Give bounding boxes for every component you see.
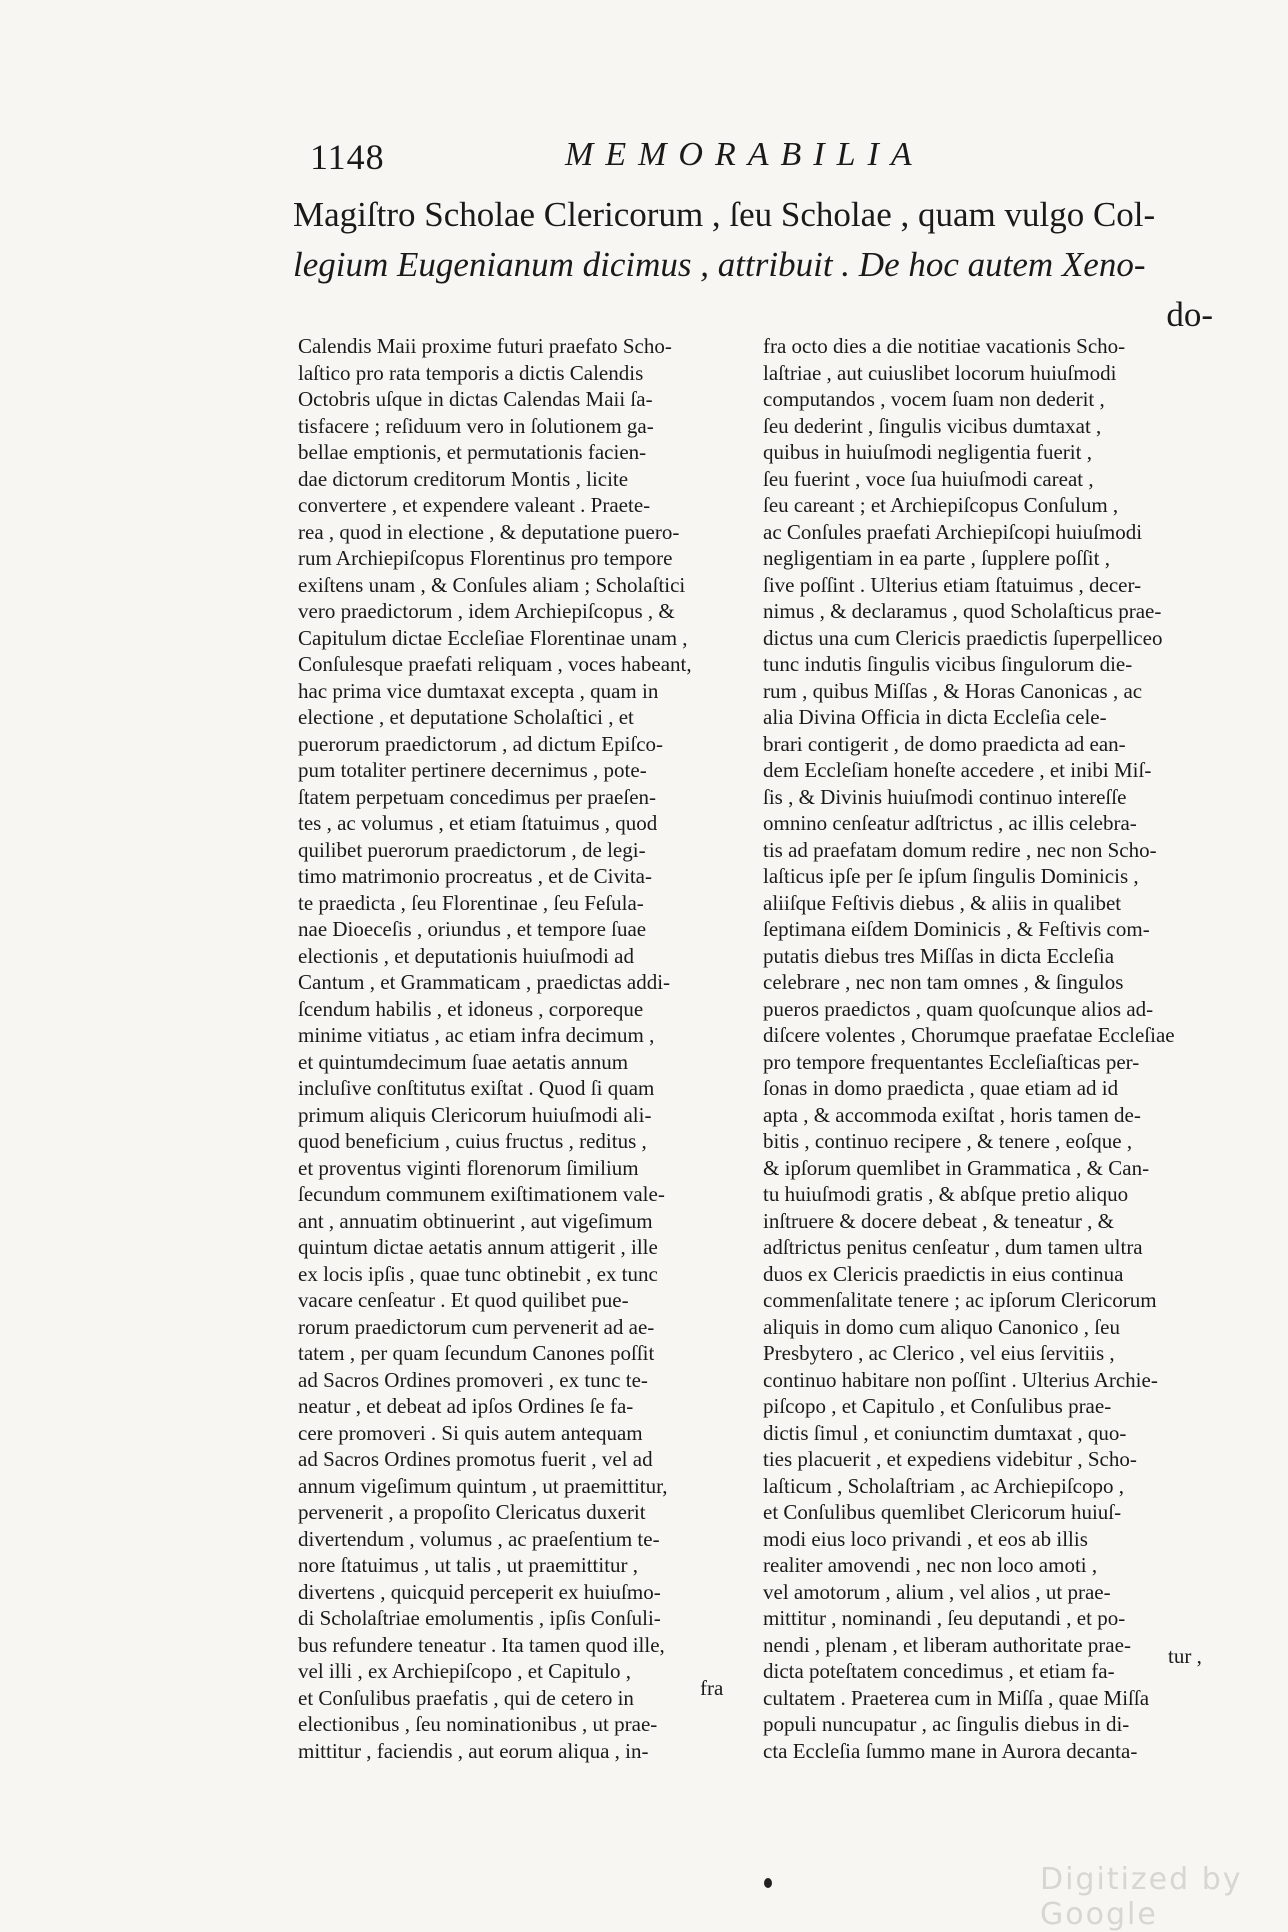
text-line: Conſulesque praefati reliquam , voces habeant, xyxy=(298,652,692,676)
text-line: laſtico pro rata temporis a dictis Calendis xyxy=(298,360,644,385)
digitization-watermark: Digitized by Google xyxy=(1040,1862,1243,1932)
text-line: ſeu dederint , ſingulis vicibus dumtaxat , xyxy=(763,413,1102,438)
left-column xyxy=(298,333,753,1764)
text-line: omnino cenſeatur adſtrictus , ac illis celebra- xyxy=(763,811,1137,835)
text-line: annum vigeſimum quintum , ut praemittitur, xyxy=(298,1473,668,1498)
text-line: duos ex Clericis praedictis in eius continua xyxy=(763,1261,1124,1286)
text-line: pro tempore frequentantes Eccleſiaſticas per- xyxy=(763,1049,1140,1074)
text-line: tisfacere ; reſiduum vero in ſolutionem ga- xyxy=(298,413,654,438)
text-line: ad Sacros Ordines promotus fuerit , vel ad xyxy=(298,1447,653,1471)
text-line: tes , ac volumus , et etiam ſtatuimus , quod xyxy=(298,811,658,835)
text-line: quibus in huiuſmodi negligentia fuerit , xyxy=(763,440,1092,464)
text-line: ſis , & Divinis huiuſmodi continuo intereſſe xyxy=(763,784,1127,809)
text-line: Cantum , et Grammaticam , praedictas addi- xyxy=(298,970,671,994)
text-line: pum totaliter pertinere decernimus , pote- xyxy=(298,758,647,782)
two-column-body xyxy=(298,333,1218,1763)
text-line: quod beneficium , cuius fructus , reditus , xyxy=(298,1129,647,1153)
intro-paragraph xyxy=(293,190,1213,340)
text-line: et proventus viginti florenorum ſimilium xyxy=(298,1155,639,1180)
text-line: tunc indutis ſingulis vicibus ſingulorum die- xyxy=(763,652,1133,676)
text-line: Capitulum dictae Eccleſiae Florentinae unam , xyxy=(298,625,688,650)
text-line: alia Divina Officia in dicta Eccleſia cele- xyxy=(763,705,1107,729)
text-line: divertens , quicquid perceperit ex huiuſmo- xyxy=(298,1579,661,1604)
text-line: aliiſque Feſtivis diebus , & aliis in qualibet xyxy=(763,890,1122,915)
text-line: vel illi , ex Archiepiſcopo , et Capitulo , xyxy=(298,1659,632,1683)
text-line: ſecundum communem exiſtimationem vale- xyxy=(298,1182,665,1206)
text-line: ſcendum habilis , et idoneus , corporeque xyxy=(298,996,644,1021)
text-line: Presbytero , ac Clerico , vel eius ſervitiis , xyxy=(763,1341,1115,1365)
text-line: apta , & accommoda exiſtat , horis tamen de- xyxy=(763,1102,1141,1127)
text-line: exiſtens unam , & Conſules aliam ; Scholaſtici xyxy=(298,572,686,597)
text-line: dae dictorum creditorum Montis , licite xyxy=(298,466,629,491)
text-line: ſeu fuerint , voce ſua huiuſmodi careat , xyxy=(763,466,1094,491)
text-line: dictus una cum Clericis praedictis ſuperpelliceo xyxy=(763,625,1163,650)
text-line: ſive poſſint . Ulterius etiam ſtatuimus , decer- xyxy=(763,572,1142,597)
text-line: populi nuncupatur , ac ſingulis diebus in di- xyxy=(763,1712,1130,1736)
text-line: tis ad praefatam domum redire , nec non Scho- xyxy=(763,837,1157,862)
text-line: mittitur , faciendis , aut eorum aliqua , in- xyxy=(298,1738,649,1763)
text-line: continuo habitare non poſſint . Ulterius Archie- xyxy=(763,1367,1158,1392)
text-line: rum , quibus Miſſas , & Horas Canonicas , ac xyxy=(763,678,1143,703)
text-line: pervenerit , a propoſito Clericatus duxerit xyxy=(298,1500,646,1524)
text-line: ſonas in domo praedicta , quae etiam ad id xyxy=(763,1076,1119,1100)
intro-line: legium Eugenianum dicimus , attribuit . De hoc autem Xeno- xyxy=(293,245,1146,284)
text-line: te praedicta , ſeu Florentinae , ſeu Feſula- xyxy=(298,890,644,915)
text-line: Octobris uſque in dictas Calendas Maii ſa- xyxy=(298,387,653,411)
text-line: vacare cenſeatur . Et quod quilibet pue- xyxy=(298,1288,629,1312)
text-line: electionibus , ſeu nominationibus , ut prae- xyxy=(298,1712,658,1736)
text-line: nae Dioeceſis , oriundus , et tempore ſuae xyxy=(298,917,647,941)
text-line: & ipſorum quemlibet in Grammatica , & Can- xyxy=(763,1155,1150,1180)
text-line: et Conſulibus praefatis , qui de cetero in xyxy=(298,1685,634,1710)
text-line: dictis ſimul , et coniunctim dumtaxat , quo- xyxy=(763,1420,1127,1445)
text-line: laſtriae , aut cuiuslibet locorum huiuſmodi xyxy=(763,360,1117,385)
text-line: putatis diebus tres Miſſas in dicta Eccleſia xyxy=(763,943,1115,968)
text-line: negligentiam in ea parte , ſupplere poſſit , xyxy=(763,546,1110,570)
text-line: timo matrimonio procreatus , et de Civita- xyxy=(298,864,652,888)
text-line: inſtruere & docere debeat , & teneatur , & xyxy=(763,1208,1115,1233)
text-line: hac prima vice dumtaxat excepta , quam in xyxy=(298,678,659,703)
text-line: cere promoveri . Si quis autem antequam xyxy=(298,1420,643,1445)
text-line: electionis , et deputationis huiuſmodi ad xyxy=(298,943,634,968)
text-line: laſticus ipſe per ſe ipſum ſingulis Dominicis , xyxy=(763,864,1139,888)
text-line: cultatem . Praeterea cum in Miſſa , quae Miſſa xyxy=(763,1685,1150,1710)
text-line: vero praedictorum , idem Archiepiſcopus , & xyxy=(298,599,675,623)
text-line: rea , quod in electione , & deputatione puero- xyxy=(298,519,680,544)
text-line: mittitur , nominandi , ſeu deputandi , et po- xyxy=(763,1606,1126,1630)
text-line: nimus , & declaramus , quod Scholaſticus prae- xyxy=(763,599,1162,623)
text-line: nore ſtatuimus , ut talis , ut praemittitur , xyxy=(298,1553,639,1577)
text-line: commenſalitate tenere ; ac ipſorum Clericorum xyxy=(763,1288,1157,1312)
text-line: ſeu careant ; et Archiepiſcopus Conſulum , xyxy=(763,493,1119,517)
text-line: primum aliquis Clericorum huiuſmodi ali- xyxy=(298,1102,652,1127)
text-line: electione , et deputatione Scholaſtici , et xyxy=(298,705,634,729)
text-line: realiter amovendi , nec non loco amoti , xyxy=(763,1553,1098,1577)
text-line: neatur , et debeat ad ipſos Ordines ſe fa- xyxy=(298,1394,634,1418)
text-line: bitis , continuo recipere , & tenere , eoſque , xyxy=(763,1129,1133,1153)
text-line: di Scholaſtriae emolumentis , ipſis Conſuli- xyxy=(298,1606,661,1630)
text-line: pueros praedictos , quam quoſcunque alios ad- xyxy=(763,996,1154,1021)
text-line: vel amotorum , alium , vel alios , ut prae- xyxy=(763,1579,1111,1604)
text-line: divertendum , volumus , ac praeſentium te- xyxy=(298,1526,660,1551)
text-line: quintum dictae aetatis annum attigerit , ille xyxy=(298,1235,658,1259)
text-line: Calendis Maii proxime futuri praefato Scho- xyxy=(298,334,672,358)
text-line: piſcopo , et Capitulo , et Conſulibus prae- xyxy=(763,1394,1112,1418)
text-line: nendi , plenam , et liberam authoritate prae- xyxy=(763,1632,1131,1657)
text-line: ſtatem perpetuam concedimus per praeſen- xyxy=(298,784,657,809)
running-head: MEMORABILIA xyxy=(565,136,924,173)
text-line: modi eius loco privandi , et eos ab illis xyxy=(763,1526,1088,1551)
text-line: adſtrictus penitus cenſeatur , dum tamen ultra xyxy=(763,1235,1143,1259)
intro-line: Magiſtro Scholae Clericorum , ſeu Scholae , quam vulgo Col- xyxy=(293,195,1156,234)
text-line: ex locis ipſis , quae tunc obtinebit , ex tunc xyxy=(298,1261,658,1286)
text-line: ad Sacros Ordines promoveri , ex tunc te- xyxy=(298,1367,648,1392)
page-number: 1148 xyxy=(310,137,385,177)
text-line: dem Eccleſiam honeſte accedere , et inibi Miſ- xyxy=(763,758,1152,782)
text-line: diſcere volentes , Chorumque praefatae Eccleſiae xyxy=(763,1023,1175,1047)
text-line: et quintumdecimum ſuae aetatis annum xyxy=(298,1049,629,1074)
right-catchword: tur , xyxy=(1168,1644,1202,1668)
text-line: rorum praedictorum cum pervenerit ad ae- xyxy=(298,1314,655,1339)
text-line: celebrare , nec non tam omnes , & ſingulos xyxy=(763,970,1124,994)
right-column xyxy=(763,333,1218,1764)
ink-mark xyxy=(764,1878,772,1888)
text-line: et Conſulibus quemlibet Clericorum huiuſ- xyxy=(763,1500,1122,1524)
text-line: ac Conſules praefati Archiepiſcopi huiuſmodi xyxy=(763,519,1143,544)
text-line: computandos , vocem ſuam non dederit , xyxy=(763,387,1105,411)
page-header xyxy=(310,136,1210,186)
text-line: brari contigerit , de domo praedicta ad ean- xyxy=(763,731,1126,756)
text-line: rum Archiepiſcopus Florentinus pro tempore xyxy=(298,546,673,570)
text-line: bellae emptionis, et permutationis facien- xyxy=(298,440,647,464)
text-line: laſticum , Scholaſtriam , ac Archiepiſcopo , xyxy=(763,1473,1124,1498)
text-line: ſeptimana eiſdem Dominicis , & Feſtivis com- xyxy=(763,917,1150,941)
text-line: tu huiuſmodi gratis , & abſque pretio aliquo xyxy=(763,1182,1129,1206)
text-line: ties placuerit , et expediens videbitur , Scho- xyxy=(763,1447,1137,1471)
text-line: convertere , et expendere valeant . Praete- xyxy=(298,493,651,517)
text-line: dicta poteſtatem concedimus , et etiam fa- xyxy=(763,1659,1115,1683)
text-line: cta Eccleſia ſummo mane in Aurora decanta- xyxy=(763,1738,1138,1763)
intro-line: do- xyxy=(1166,295,1213,334)
text-line: aliquis in domo cum aliquo Canonico , ſeu xyxy=(763,1314,1120,1339)
text-line: quilibet puerorum praedictorum , de legi- xyxy=(298,837,646,862)
text-line: bus refundere teneatur . Ita tamen quod ille, xyxy=(298,1632,665,1657)
text-line: minime vitiatus , ac etiam infra decimum , xyxy=(298,1023,655,1047)
text-line: puerorum praedictorum , ad dictum Epiſco- xyxy=(298,731,664,756)
text-line: tatem , per quam ſecundum Canones poſſit xyxy=(298,1341,655,1365)
left-catchword: fra xyxy=(700,1676,724,1700)
text-line: incluſive conſtitutus exiſtat . Quod ſi quam xyxy=(298,1076,655,1100)
text-line: ant , annuatim obtinuerint , aut vigeſimum xyxy=(298,1208,653,1233)
text-line: fra octo dies a die notitiae vacationis Scho- xyxy=(763,334,1126,358)
